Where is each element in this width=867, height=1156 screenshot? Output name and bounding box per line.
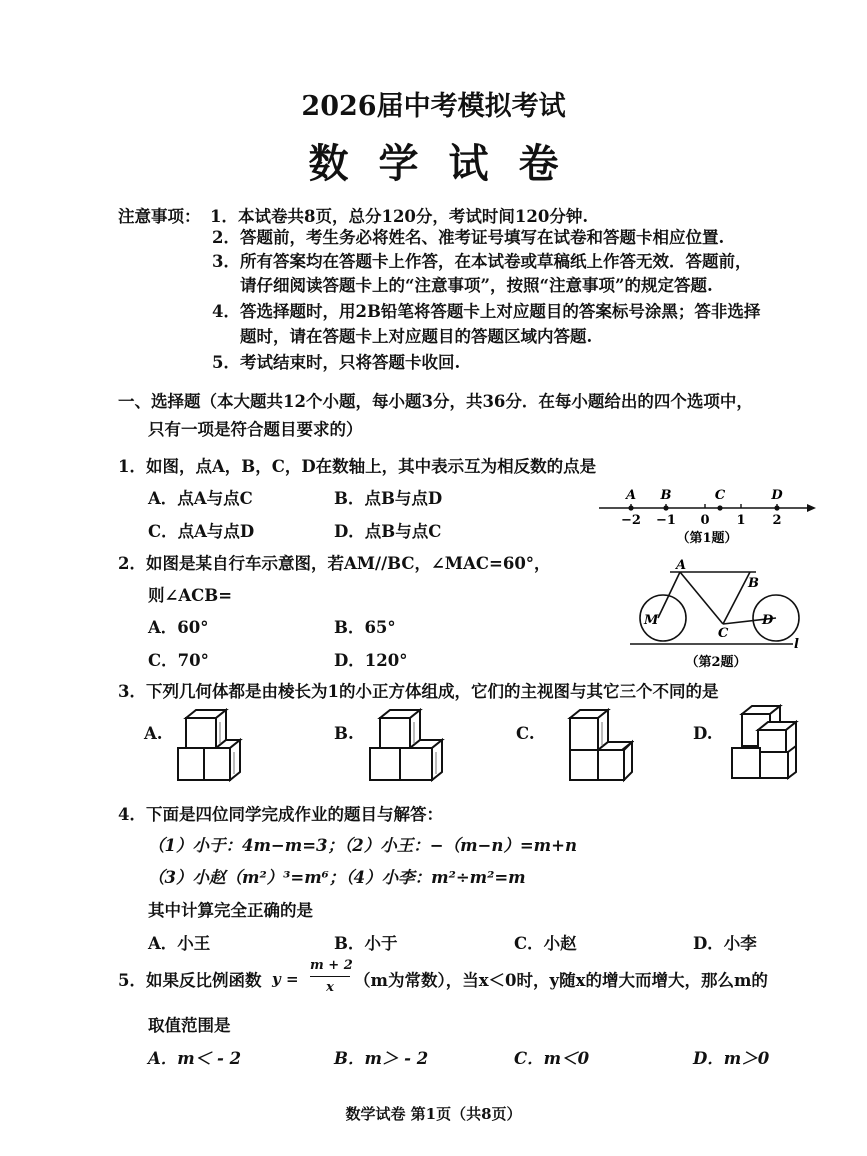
- q5-stem-prefix: 5．如果反比例函数: [118, 971, 262, 990]
- q3-option-c-label: C.: [516, 724, 535, 743]
- q2-option-a: A．60°: [148, 618, 209, 637]
- q5-option-a: A．m＜ - 2: [148, 1049, 242, 1068]
- q3-option-a-label: A.: [144, 724, 163, 743]
- q1-point-a-label: A: [625, 488, 637, 503]
- q2-stem-cont: 则∠ACB=: [148, 586, 233, 605]
- notice-item-3: 3．所有答案均在答题卡上作答，在本试卷或草稿纸上作答无效．答题前，: [212, 252, 752, 271]
- q2-label-l: l: [794, 637, 799, 652]
- notice-item-5: 5．考试结束时，只将答题卡收回.: [212, 353, 461, 372]
- q1-point-b-label: B: [660, 488, 672, 503]
- q1-tick-neg1: −1: [656, 513, 676, 528]
- notice-item-4-cont: 题时，请在答题卡上对应题目的答题区域内答题.: [240, 327, 593, 346]
- q4-option-d: D．小李: [693, 934, 757, 953]
- q5-fraction-numerator: m + 2: [310, 958, 353, 973]
- q1-number-line-figure: [595, 482, 820, 547]
- q4-stem: 4．下面是四位同学完成作业的题目与解答：: [118, 805, 443, 824]
- q2-caption: （第2题）: [685, 655, 747, 670]
- q1-option-c: C．点A与点D: [148, 522, 255, 541]
- q3-option-d-label: D.: [693, 724, 713, 743]
- q5-option-d: D．m＞0: [693, 1049, 770, 1068]
- q2-label-b: B: [748, 576, 759, 591]
- q3-stem: 3．下列几何体都是由棱长为1的小正方体组成，它们的主视图与其它三个不同的是: [118, 682, 719, 701]
- q4-option-a: A．小王: [148, 934, 211, 953]
- q4-answer-line-2: （3）小赵（m²）³=m⁶；（4）小李：m²÷m²=m: [148, 868, 526, 887]
- notice-item-2: 2．答题前，考生务必将姓名、准考证号填写在试卷和答题卡相应位置.: [212, 228, 725, 247]
- q2-stem: 2．如图是某自行车示意图，若AM//BC，∠MAC=60°，: [118, 554, 551, 573]
- q3-solid-a: [176, 708, 246, 786]
- notice-item-3-cont: 请仔细阅读答题卡上的“注意事项”，按照“注意事项”的规定答题.: [240, 276, 713, 295]
- q5-function-lhs: y =: [272, 970, 299, 988]
- q1-point-d-label: D: [771, 488, 783, 503]
- notice-item-4: 4．答选择题时，用2B铅笔将答题卡上对应题目的答案标号涂黑；答非选择: [212, 302, 761, 321]
- q5-fraction-denominator: x: [326, 980, 334, 995]
- q4-question: 其中计算完全正确的是: [148, 901, 313, 920]
- q5-stem-cont: 取值范围是: [148, 1016, 231, 1035]
- q1-option-b: B．点B与点D: [334, 489, 443, 508]
- q2-option-c: C．70°: [148, 651, 209, 670]
- notice-label: 注意事项：: [118, 207, 201, 226]
- q4-option-c: C．小赵: [514, 934, 577, 953]
- q3-solid-c: [562, 706, 634, 786]
- q2-label-m: M: [644, 613, 659, 628]
- q2-bicycle-figure: [628, 552, 808, 672]
- q5-option-b: B．m＞ - 2: [334, 1049, 429, 1068]
- q1-option-a: A．点A与点C: [148, 489, 253, 508]
- q1-option-d: D．点B与点C: [334, 522, 442, 541]
- q5-option-c: C．m＜0: [514, 1049, 590, 1068]
- q1-stem: 1．如图，点A，B，C，D在数轴上，其中表示互为相反数的点是: [118, 457, 597, 476]
- q5-fraction-bar: [310, 976, 350, 977]
- q4-answer-line-1: （1）小于：4m−m=3；（2）小王：−（m−n）=m+n: [148, 836, 577, 855]
- q1-tick-neg2: −2: [621, 513, 641, 528]
- notice-item-1: 1．本试卷共8页，总分120分，考试时间120分钟.: [210, 207, 589, 226]
- q3-solid-d: [728, 704, 808, 786]
- q4-option-b: B．小于: [334, 934, 398, 953]
- section-heading: 一、选择题（本大题共12个小题，每小题3分，共36分．在每小题给出的四个选项中，: [118, 392, 753, 411]
- q2-option-b: B．65°: [334, 618, 396, 637]
- q3-option-b-label: B.: [334, 724, 354, 743]
- q1-tick-2: 2: [772, 513, 782, 528]
- exam-title: 2026届中考模拟考试: [301, 91, 566, 122]
- q2-label-c: C: [718, 626, 729, 641]
- q3-solid-b: [368, 708, 448, 786]
- section-heading-cont: 只有一项是符合题目要求的）: [148, 420, 363, 439]
- q5-stem-suffix: （m为常数），当x＜0时，y随x的增大而增大，那么m的: [354, 971, 768, 990]
- page-footer: 数学试卷 第1页（共8页）: [345, 1105, 522, 1123]
- q1-caption: （第1题）: [676, 531, 738, 546]
- q1-tick-0: 0: [700, 513, 710, 528]
- q1-tick-1: 1: [736, 513, 746, 528]
- subject-title: 数学试卷: [308, 140, 589, 187]
- q2-label-d: D: [762, 613, 774, 628]
- q1-point-c-label: C: [714, 488, 726, 503]
- q2-option-d: D．120°: [334, 651, 408, 670]
- q2-label-a: A: [676, 558, 687, 573]
